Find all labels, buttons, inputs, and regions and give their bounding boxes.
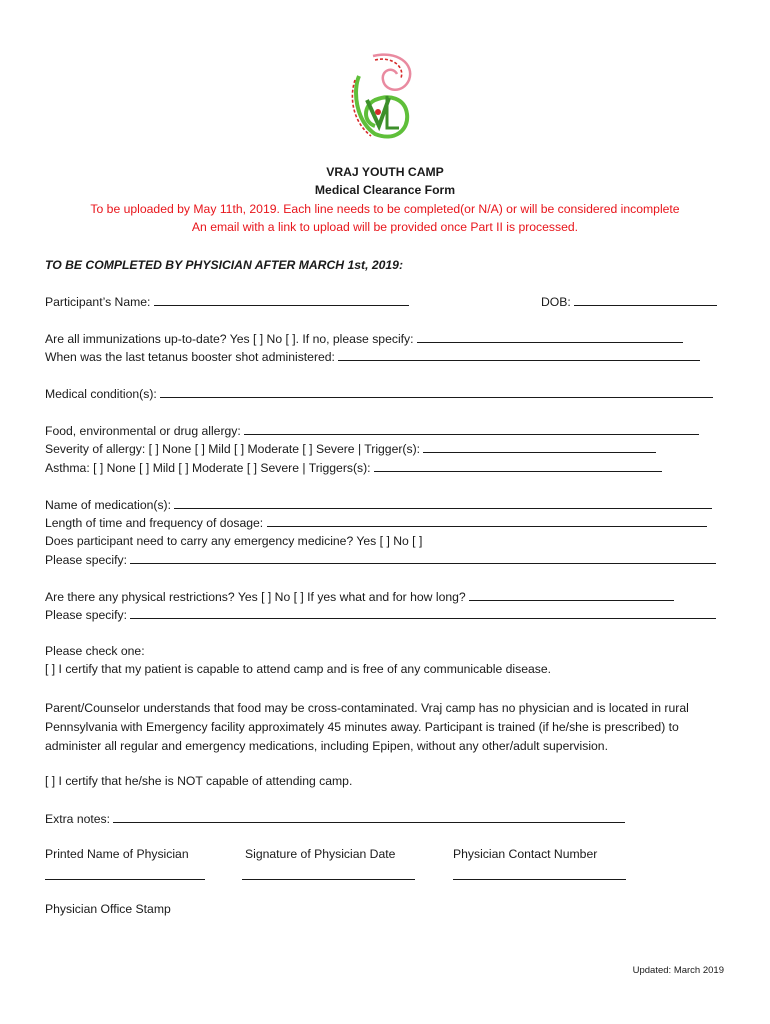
- medications-blank[interactable]: [174, 497, 712, 509]
- email-notice: An email with a link to upload will be provided once Part II is processed.: [191, 220, 579, 234]
- contact-number-label: Physician Contact Number: [453, 847, 598, 861]
- allergy-field[interactable]: [45, 423, 699, 438]
- signature-date-blank[interactable]: [242, 868, 415, 880]
- asthma-trigger-blank[interactable]: [374, 460, 662, 472]
- upload-notice: To be uploaded by May 11th, 2019. Each line needs to be completed(or N/A) or will be considered incomplete: [90, 202, 680, 216]
- dob-blank[interactable]: [574, 294, 717, 306]
- emergency-medicine-question[interactable]: Does participant need to carry any emergency medicine? Yes [ ] No [ ]: [45, 534, 423, 548]
- please-specify-blank-2[interactable]: [130, 607, 716, 619]
- form-title: Medical Clearance Form: [314, 183, 456, 197]
- printed-name-blank[interactable]: [45, 868, 205, 880]
- dosage-label: Length of time and frequency of dosage:: [45, 516, 264, 530]
- camp-name: VRAJ YOUTH CAMP: [326, 165, 444, 179]
- dob-label: DOB:: [541, 295, 571, 309]
- signature-date-label: Signature of Physician Date: [245, 847, 396, 861]
- participant-name-blank[interactable]: [154, 294, 409, 306]
- medical-conditions-field[interactable]: [45, 386, 713, 401]
- allergy-severity-field[interactable]: [45, 441, 656, 456]
- extra-notes-label: Extra notes:: [45, 812, 111, 826]
- contact-number-blank[interactable]: [453, 868, 626, 880]
- medications-label: Name of medication(s):: [45, 498, 171, 512]
- restrictions-blank[interactable]: [469, 589, 674, 601]
- office-stamp-label: Physician Office Stamp: [45, 902, 171, 916]
- medical-conditions-blank[interactable]: [160, 386, 713, 398]
- please-specify-field-2[interactable]: [45, 607, 716, 622]
- extra-notes-blank[interactable]: [113, 811, 625, 823]
- medical-conditions-label: Medical condition(s):: [45, 387, 157, 401]
- immunizations-field[interactable]: [45, 331, 683, 346]
- allergy-trigger-blank[interactable]: [423, 441, 656, 453]
- section-title: TO BE COMPLETED BY PHYSICIAN AFTER MARCH 1st, 2019:: [45, 258, 404, 272]
- medications-field[interactable]: [45, 497, 712, 512]
- dob-field[interactable]: [541, 294, 717, 309]
- dosage-field[interactable]: [45, 515, 707, 530]
- please-specify-label-2: Please specify:: [45, 608, 127, 622]
- tetanus-blank[interactable]: [338, 349, 700, 361]
- tetanus-label: When was the last tetanus booster shot administered:: [45, 350, 335, 364]
- asthma-label: Asthma: [ ] None [ ] Mild [ ] Moderate [ ] Severe | Triggers(s):: [45, 461, 371, 475]
- allergy-severity-label: Severity of allergy: [ ] None [ ] Mild [ ] Moderate [ ] Severe | Trigger(s):: [45, 442, 421, 456]
- vraj-camp-logo: [345, 50, 415, 142]
- disclaimer-paragraph: Parent/Counselor understands that food may be cross-contaminated. Vraj camp has no physician and is located in rural Pennsylvania with Emergency facility approximately 45 minutes away. Participant is trained (if he/she is prescribed) to administer all regular and emergency medications, including Epipen, without any other/adult supervision.: [45, 701, 689, 753]
- check-one-label: Please check one:: [45, 644, 145, 658]
- restrictions-field[interactable]: [45, 589, 674, 604]
- immunizations-blank[interactable]: [417, 331, 683, 343]
- updated-footer: Updated: March 2019: [632, 965, 724, 976]
- immunizations-label: Are all immunizations up-to-date? Yes [ ] No [ ]. If no, please specify:: [45, 332, 414, 346]
- printed-name-label: Printed Name of Physician: [45, 847, 189, 861]
- certify-capable-option[interactable]: [ ] I certify that my patient is capable to attend camp and is free of any communicable disease.: [45, 662, 552, 676]
- allergy-label: Food, environmental or drug allergy:: [45, 424, 241, 438]
- restrictions-label: Are there any physical restrictions? Yes [ ] No [ ] If yes what and for how long?: [45, 590, 466, 604]
- please-specify-field-1[interactable]: [45, 552, 716, 567]
- certify-not-capable-option[interactable]: [ ] I certify that he/she is NOT capable of attending camp.: [45, 774, 353, 788]
- asthma-field[interactable]: [45, 460, 662, 475]
- extra-notes-field[interactable]: [45, 811, 625, 826]
- participant-name-label: Participant’s Name:: [45, 295, 151, 309]
- dosage-blank[interactable]: [267, 515, 707, 527]
- allergy-blank[interactable]: [244, 423, 699, 435]
- participant-name-field[interactable]: [45, 294, 409, 309]
- tetanus-field[interactable]: [45, 349, 700, 364]
- please-specify-blank-1[interactable]: [130, 552, 716, 564]
- please-specify-label-1: Please specify:: [45, 553, 127, 567]
